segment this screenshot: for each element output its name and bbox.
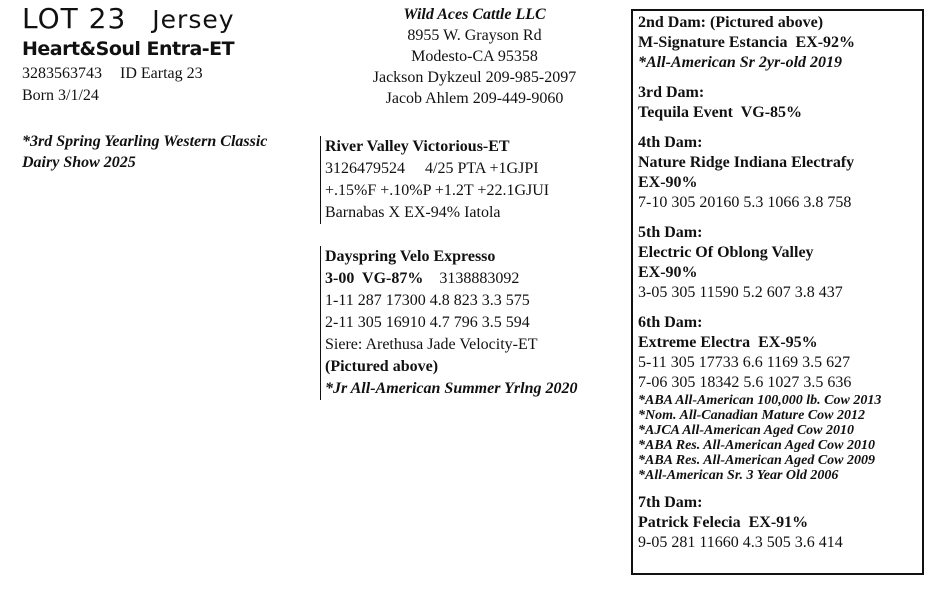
dam-name: Dayspring Velo Expresso (325, 248, 496, 265)
lot-breed: Jersey (152, 5, 235, 34)
generation-name: Tequila Event VG-85% (638, 104, 803, 121)
dam-sire: Siere: Arethusa Jade Velocity-ET (325, 336, 538, 353)
pedigree-5th-dam (638, 223, 922, 303)
breeder-name: Wild Aces Cattle LLC (403, 6, 546, 23)
show-award-line: Dairy Show 2025 (22, 154, 136, 171)
breeder-city: Modesto-CA 95358 (411, 48, 538, 65)
generation-name: Nature Ridge Indiana Electrafy (638, 154, 855, 171)
generation-heading: 7th Dam: (638, 494, 703, 511)
generation-name: Extreme Electra EX-95% (638, 334, 818, 351)
generation-note: *ABA Res. All-American Aged Cow 2010 (638, 438, 875, 453)
animal-name: Heart&Soul Entra-ET (22, 38, 235, 60)
generation-score: EX-90% (638, 174, 698, 191)
generation-name: Electric Of Oblong Valley (638, 244, 814, 261)
generation-heading: 5th Dam: (638, 224, 703, 241)
generation-note: *ABA All-American 100,000 lb. Cow 2013 (638, 393, 882, 408)
generation-record: 5-11 305 17733 6.6 1169 3.5 627 (638, 354, 851, 371)
pedigree-2nd-dam (638, 13, 922, 73)
generation-name: M-Signature Estancia EX-92% (638, 34, 856, 51)
pedigree-3rd-dam (638, 83, 922, 123)
breeder-address: 8955 W. Grayson Rd (407, 27, 542, 44)
eartag-id: ID Eartag 23 (120, 65, 203, 82)
sire-info-line: 3126479524 4/25 PTA +1GJPI (325, 160, 539, 177)
registration-number: 3283563743 (22, 65, 102, 82)
generation-heading: 4th Dam: (638, 134, 703, 151)
birth-date: Born 3/1/24 (22, 87, 99, 104)
generation-record: 7-06 305 18342 5.6 1027 3.5 636 (638, 374, 852, 391)
dam-score-line (325, 268, 577, 290)
generation-note: *ABA Res. All-American Aged Cow 2009 (638, 453, 875, 468)
dam-record: 1-11 287 17300 4.8 823 3.3 575 (325, 292, 530, 309)
sire-block (320, 136, 549, 224)
pedigree-4th-dam (638, 133, 922, 213)
generation-name: Patrick Felecia EX-91% (638, 514, 809, 531)
generation-record: 7-10 305 20160 5.3 1066 3.8 758 (638, 194, 852, 211)
generation-heading: 2nd Dam: (Pictured above) (638, 14, 824, 31)
dam-registration: 3138883092 (439, 270, 520, 287)
show-award-line: *3rd Spring Yearling Western Classic (22, 133, 268, 150)
generation-score: EX-90% (638, 264, 698, 281)
dam-block (320, 246, 577, 400)
generation-record: 3-05 305 11590 5.2 607 3.8 437 (638, 284, 843, 301)
pedigree-7th-dam (638, 493, 922, 553)
generation-heading: 6th Dam: (638, 314, 703, 331)
pedigree-box (631, 9, 924, 575)
pedigree-6th-dam (638, 313, 922, 483)
breeder-contact: Jacob Ahlem 209-449-9060 (385, 90, 564, 107)
sire-name: River Valley Victorious-ET (325, 138, 510, 155)
breeder-contact: Jackson Dykzeul 209-985-2097 (372, 69, 577, 86)
lot-title (22, 2, 235, 35)
breeder-info (332, 4, 617, 109)
dam-award: *Jr All-American Summer Yrlng 2020 (325, 380, 578, 397)
generation-heading: 3rd Dam: (638, 84, 705, 101)
generation-note: *AJCA All-American Aged Cow 2010 (638, 423, 854, 438)
sire-info-line: Barnabas X EX-94% Iatola (325, 204, 501, 221)
lot-number: LOT 23 (22, 2, 127, 35)
generation-note: *Nom. All-Canadian Mature Cow 2012 (638, 408, 866, 423)
show-award (22, 131, 267, 173)
generation-award: *All-American Sr 2yr-old 2019 (638, 54, 843, 71)
dam-pictured: (Pictured above) (325, 358, 439, 375)
dam-record: 2-11 305 16910 4.7 796 3.5 594 (325, 314, 530, 331)
generation-record: 9-05 281 11660 4.3 505 3.6 414 (638, 534, 843, 551)
generation-note: *All-American Sr. 3 Year Old 2006 (638, 468, 839, 483)
animal-ids (22, 65, 203, 83)
sire-info-line: +.15%F +.10%P +1.2T +22.1GJUI (325, 182, 550, 199)
dam-score: 3-00 VG-87% (325, 270, 424, 287)
